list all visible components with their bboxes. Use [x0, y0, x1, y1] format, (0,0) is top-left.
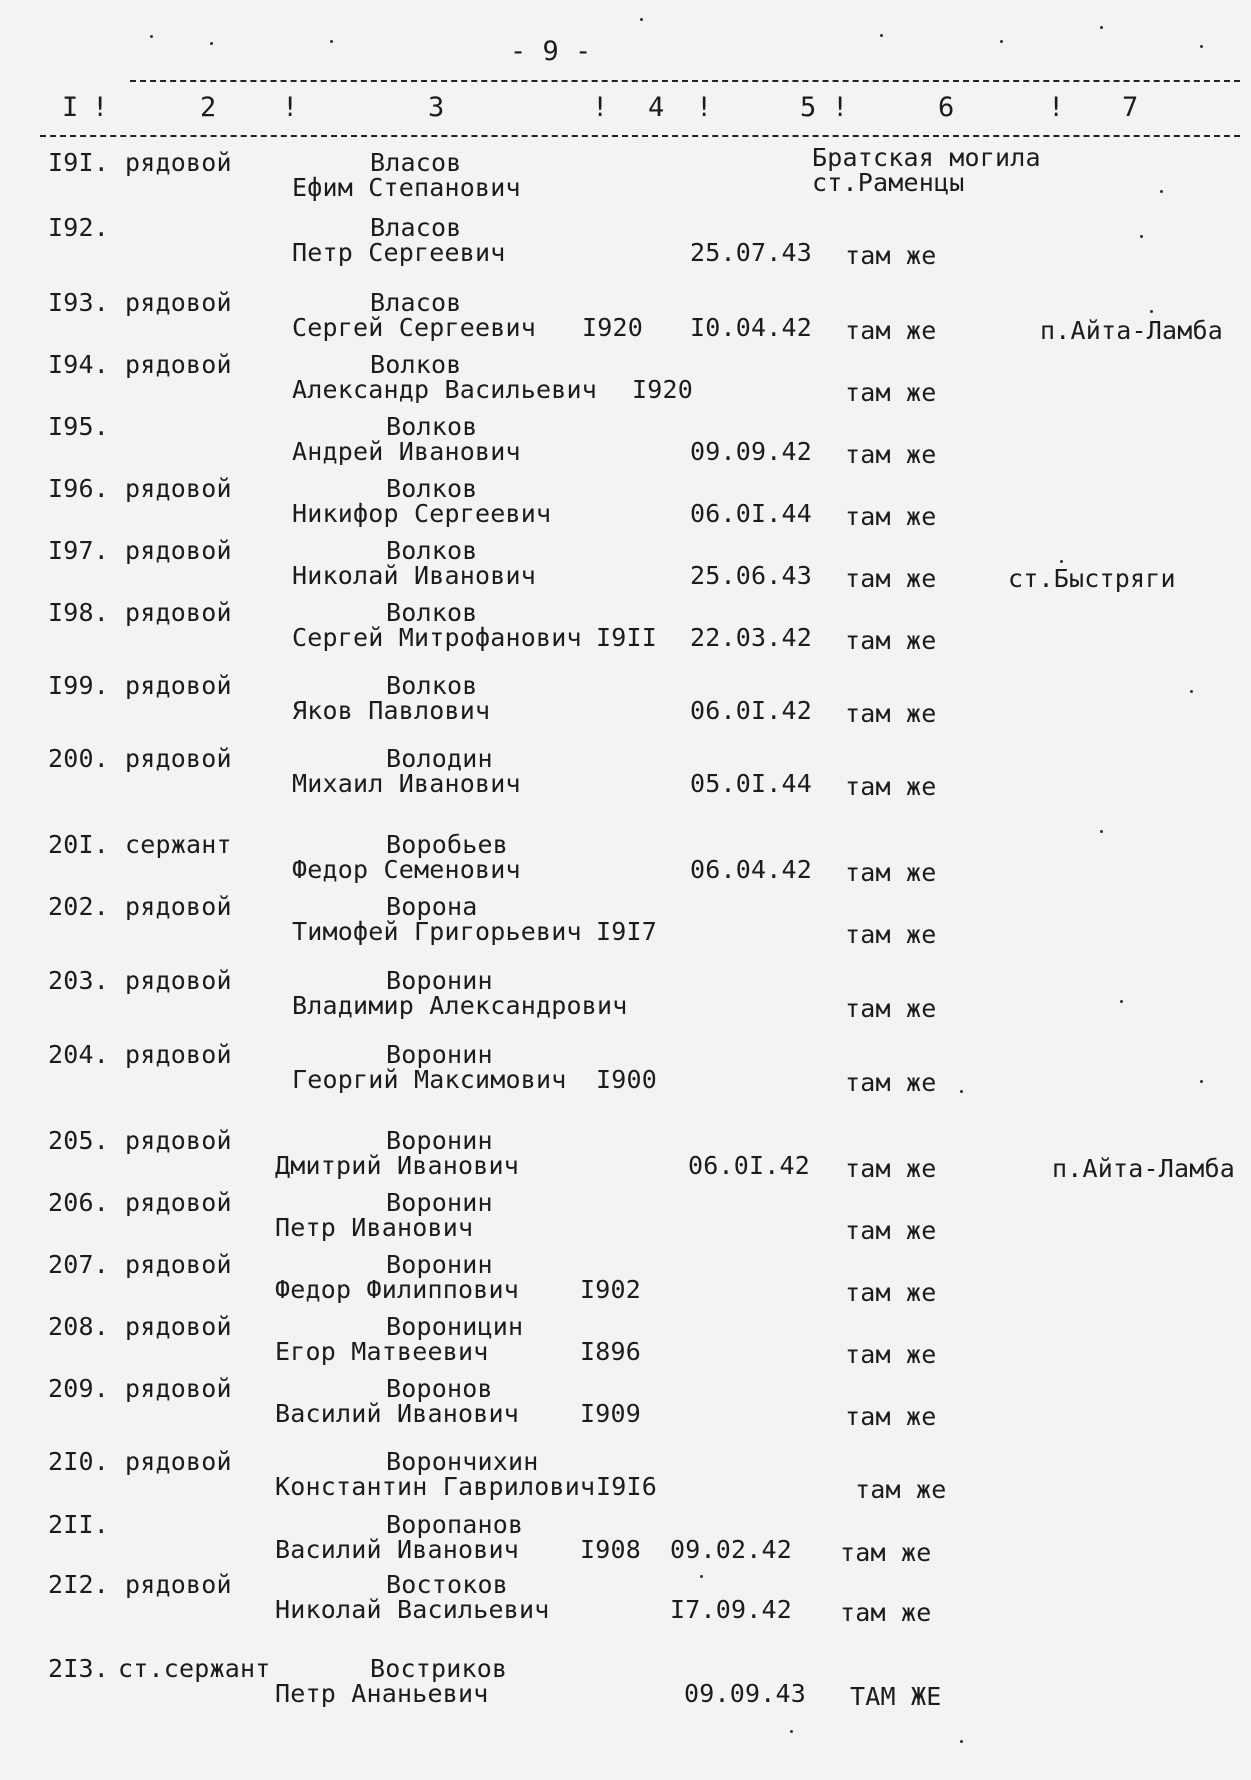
entry-surname: Воронин — [386, 966, 493, 995]
col-sep: ! — [592, 92, 609, 123]
entry-death-date: 05.0I.44 — [690, 769, 813, 798]
entry-given-name: Тимофей Григорьевич — [292, 917, 582, 946]
scan-speck — [700, 1575, 703, 1578]
entry-surname: Ворончихин — [386, 1447, 539, 1476]
entry-burial-place: там же — [845, 1278, 937, 1307]
top-dashed-rule — [130, 80, 1240, 82]
entry-death-date: 06.04.42 — [690, 855, 813, 884]
entry-number: I94. — [48, 350, 110, 379]
entry-death-date: 09.02.42 — [670, 1535, 793, 1564]
entry-number: I9I. — [48, 148, 110, 177]
col-sep: ! — [696, 92, 713, 123]
entry-rank: рядовой — [125, 744, 232, 773]
entry-rank: рядовой — [125, 148, 232, 177]
entry-burial-place: там же — [845, 378, 937, 407]
entry-given-name: Михаил Иванович — [292, 769, 521, 798]
entry-given-name: Владимир Александрович — [292, 991, 628, 1020]
col-header-5: 5 — [800, 92, 817, 123]
entry-surname: Власов — [370, 288, 462, 317]
entry-rank: рядовой — [125, 1447, 232, 1476]
entry-rank: рядовой — [125, 1188, 232, 1217]
entry-surname: Волков — [386, 474, 478, 503]
entry-surname: Вороницин — [386, 1312, 524, 1341]
scan-speck — [1160, 190, 1163, 193]
scan-speck — [330, 40, 333, 43]
col-header-4: 4 — [648, 92, 665, 123]
entry-rank: рядовой — [125, 671, 232, 700]
entry-surname: Володин — [386, 744, 493, 773]
scan-speck — [1120, 1000, 1123, 1003]
entry-death-date: 25.07.43 — [690, 238, 813, 267]
entry-surname: Воронин — [386, 1188, 493, 1217]
entry-burial-place: там же — [845, 626, 937, 655]
entry-death-date: I0.04.42 — [690, 313, 813, 342]
entry-rank: рядовой — [125, 1374, 232, 1403]
entry-burial-place: там же — [845, 920, 937, 949]
entry-surname: Воробьев — [386, 830, 509, 859]
entry-given-name: Николай Васильевич — [275, 1595, 550, 1624]
entry-rank: рядовой — [125, 350, 232, 379]
entry-number: I97. — [48, 536, 110, 565]
col-header-6: 6 — [938, 92, 955, 123]
first-entry-burial-line-1: Братская могила — [812, 143, 1041, 172]
entry-surname: Власов — [370, 213, 462, 242]
entry-rank: сержант — [125, 830, 232, 859]
entry-rank: рядовой — [125, 892, 232, 921]
entry-number: I96. — [48, 474, 110, 503]
entry-surname: Воронин — [386, 1250, 493, 1279]
entry-rank: рядовой — [125, 288, 232, 317]
entry-surname: Волков — [386, 412, 478, 441]
entry-rank: рядовой — [125, 1312, 232, 1341]
entry-given-name: Петр Ананьевич — [275, 1679, 489, 1708]
entry-burial-place: там же — [845, 858, 937, 887]
entry-burial-place: там же — [840, 1598, 932, 1627]
entry-surname: Волков — [386, 598, 478, 627]
entry-burial-place: там же — [845, 440, 937, 469]
entry-burial-place: там же — [845, 1154, 937, 1183]
scan-speck — [960, 1740, 963, 1743]
entry-rank: рядовой — [125, 1250, 232, 1279]
entry-birth-year: I900 — [596, 1065, 658, 1094]
entry-birth-year: I896 — [580, 1337, 642, 1366]
entry-death-date: 25.06.43 — [690, 561, 813, 590]
scan-speck — [1100, 830, 1103, 833]
entry-given-name: Никифор Сергеевич — [292, 499, 552, 528]
entry-surname: Воронов — [386, 1374, 493, 1403]
entry-number: 2I0. — [48, 1447, 110, 1476]
entry-burial-place: там же — [845, 316, 937, 345]
scan-speck — [1200, 1080, 1203, 1083]
entry-birth-year: I902 — [580, 1275, 642, 1304]
entry-burial-place: там же — [845, 241, 937, 270]
col-sep: ! — [282, 92, 299, 123]
col-header-1: I — [62, 92, 79, 123]
entry-burial-place: там же — [840, 1538, 932, 1567]
entry-rank: рядовой — [125, 1040, 232, 1069]
scan-speck — [960, 1090, 963, 1093]
entry-given-name: Георгий Максимович — [292, 1065, 567, 1094]
entry-number: 206. — [48, 1188, 110, 1217]
entry-birth-year: I9II — [596, 623, 658, 652]
entry-rank: рядовой — [125, 536, 232, 565]
entry-death-date: 09.09.43 — [684, 1679, 807, 1708]
entry-rank: рядовой — [125, 1126, 232, 1155]
entry-rank: рядовой — [125, 598, 232, 627]
entry-given-name: Федор Филиппович — [275, 1275, 520, 1304]
entry-given-name: Сергей Сергеевич — [292, 313, 537, 342]
entry-number: 204. — [48, 1040, 110, 1069]
scan-speck — [790, 1730, 793, 1733]
entry-rank: рядовой — [125, 1570, 232, 1599]
entry-number: 20I. — [48, 830, 110, 859]
entry-given-name: Николай Иванович — [292, 561, 537, 590]
entry-number: I99. — [48, 671, 110, 700]
entry-surname: Волков — [386, 536, 478, 565]
entry-origin-place: п.Айта-Ламба — [1040, 316, 1224, 345]
entry-number: I98. — [48, 598, 110, 627]
entry-number: I93. — [48, 288, 110, 317]
entry-rank: ст.сержант — [118, 1654, 271, 1683]
entry-given-name: Андрей Иванович — [292, 437, 521, 466]
entry-number: 207. — [48, 1250, 110, 1279]
entry-given-name: Василий Иванович — [275, 1399, 520, 1428]
entry-surname: Воронин — [386, 1126, 493, 1155]
col-header-2: 2 — [200, 92, 217, 123]
col-header-3: 3 — [428, 92, 445, 123]
scan-speck — [1150, 310, 1153, 313]
entry-surname: Власов — [370, 148, 462, 177]
scan-speck — [640, 18, 643, 21]
entry-given-name: Константин Гаврилович — [275, 1472, 596, 1501]
col-sep: ! — [92, 92, 109, 123]
entry-number: 200. — [48, 744, 110, 773]
scan-speck — [1100, 26, 1103, 29]
entry-given-name: Ефим Степанович — [292, 173, 521, 202]
entry-death-date: 06.0I.44 — [690, 499, 813, 528]
entry-number: 202. — [48, 892, 110, 921]
entry-given-name: Дмитрий Иванович — [275, 1151, 520, 1180]
entry-burial-place: там же — [845, 772, 937, 801]
entry-death-date: 22.03.42 — [690, 623, 813, 652]
entry-number: I92. — [48, 213, 110, 242]
entry-given-name: Сергей Митрофанович — [292, 623, 582, 652]
entry-burial-place: там же — [845, 1402, 937, 1431]
header-dashed-rule — [40, 135, 1240, 137]
entry-death-date: 06.0I.42 — [688, 1151, 811, 1180]
entry-given-name: Яков Павлович — [292, 696, 491, 725]
entry-death-date: 06.0I.42 — [690, 696, 813, 725]
scan-speck — [1060, 560, 1063, 563]
entry-number: 2II. — [48, 1510, 110, 1539]
column-header-row — [0, 92, 1251, 132]
entry-number: 205. — [48, 1126, 110, 1155]
entry-surname: Воропанов — [386, 1510, 524, 1539]
scan-speck — [1200, 45, 1203, 48]
entry-surname: Востоков — [386, 1570, 509, 1599]
col-header-7: 7 — [1122, 92, 1139, 123]
entry-birth-year: I920 — [632, 375, 694, 404]
entry-number: 209. — [48, 1374, 110, 1403]
entry-origin-place: ст.Быстряги — [1008, 564, 1176, 593]
entry-number: 203. — [48, 966, 110, 995]
col-sep: ! — [832, 92, 849, 123]
entry-number: 2I3. — [48, 1654, 110, 1683]
entry-birth-year: I908 — [580, 1535, 642, 1564]
col-sep: ! — [1048, 92, 1065, 123]
entry-number: 2I2. — [48, 1570, 110, 1599]
entry-burial-place: там же — [845, 699, 937, 728]
entry-origin-place: п.Айта-Ламба — [1052, 1154, 1236, 1183]
entry-burial-place: ТАМ ЖЕ — [850, 1682, 942, 1711]
entry-burial-place: там же — [845, 1216, 937, 1245]
entry-birth-year: I9I6 — [596, 1472, 658, 1501]
entry-given-name: Петр Сергеевич — [292, 238, 506, 267]
scan-speck — [1190, 690, 1193, 693]
entry-surname: Ворона — [386, 892, 478, 921]
entry-surname: Востриков — [370, 1654, 508, 1683]
scan-speck — [1140, 235, 1143, 238]
scan-speck — [880, 34, 883, 37]
entry-birth-year: I909 — [580, 1399, 642, 1428]
scan-speck — [1000, 40, 1003, 43]
entry-given-name: Егор Матвеевич — [275, 1337, 489, 1366]
entry-surname: Волков — [386, 671, 478, 700]
entry-given-name: Василий Иванович — [275, 1535, 520, 1564]
entry-burial-place: там же — [845, 502, 937, 531]
entry-death-date: 09.09.42 — [690, 437, 813, 466]
entry-burial-place: там же — [845, 1068, 937, 1097]
entry-burial-place: там же — [855, 1475, 947, 1504]
entry-burial-place: там же — [845, 1340, 937, 1369]
entry-burial-place: там же — [845, 564, 937, 593]
entry-number: I95. — [48, 412, 110, 441]
first-entry-burial-line-2: ст.Раменцы — [812, 168, 965, 197]
entry-surname: Воронин — [386, 1040, 493, 1069]
entry-birth-year: I920 — [582, 313, 644, 342]
entry-surname: Волков — [370, 350, 462, 379]
page-number: - 9 - — [510, 36, 592, 67]
scan-speck — [210, 42, 213, 45]
entry-rank: рядовой — [125, 966, 232, 995]
entry-death-date: I7.09.42 — [670, 1595, 793, 1624]
scan-speck — [150, 35, 153, 38]
entry-burial-place: там же — [845, 994, 937, 1023]
entry-rank: рядовой — [125, 474, 232, 503]
entry-given-name: Александр Васильевич — [292, 375, 598, 404]
entry-given-name: Федор Семенович — [292, 855, 521, 884]
entry-given-name: Петр Иванович — [275, 1213, 474, 1242]
entry-number: 208. — [48, 1312, 110, 1341]
entry-birth-year: I9I7 — [596, 917, 658, 946]
